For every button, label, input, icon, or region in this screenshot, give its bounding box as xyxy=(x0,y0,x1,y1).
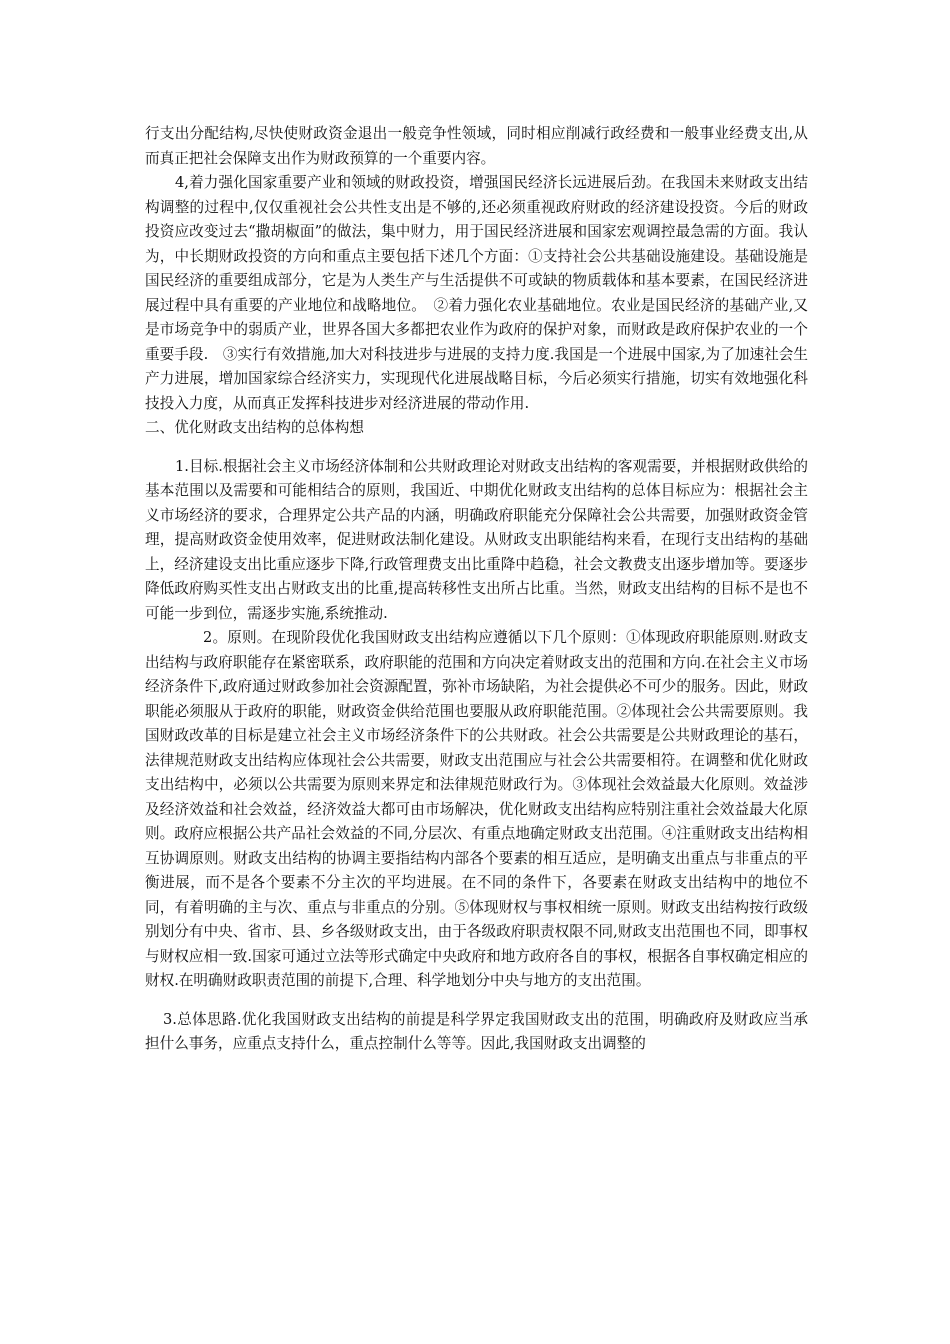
paragraph-continuation: 行支出分配结构,尽快使财政资金退出一般竞争性领域，同时相应削减行政经费和一般事业经费支出,从而真正把社会保障支出作为财政预算的一个重要内容。 xyxy=(145,125,808,167)
section-heading: 二、优化财政支出结构的总体构想 xyxy=(145,419,364,436)
paragraph-principles: 2。原则。在现阶段优化我国财政支出结构应遵循以下几个原则：①体现政府职能原则.财政支出结构与政府职能存在紧密联系，政府职能的范围和方向决定着财政支出的范围和方向.在社会主义市场经济条件下,政府通过财政参加社会资源配置，弥补市场缺陷，为社会提供必不可少的服务。因此，财政职能必须服从于政府的职能，财政资金供给范围也要服从政府职能范围。②体现社会公共需要原则。我国财政改革的目标是建立社会主义市场经济条件下的公共财政。社会公共需要是公共财政理论的基石，法律规范财政支出结构应体现社会公共需要，财政支出范围应与社会公共需要相符。在调整和优化财政支出结构中，必须以公共需要为原则来界定和法律规范财政行为。③体现社会效益最大化原则。效益涉及经济效益和社会效益，经济效益大都可由市场解决，优化财政支出结构应特别注重社会效益最大化原则。政府应根据公共产品社会效益的不同,分层次、有重点地确定财政支出范围。④注重财政支出结构相互协调原则。财政支出结构的协调主要指结构内部各个要素的相互适应，是明确支出重点与非重点的平衡进展，而不是各个要素不分主次的平均进展。在不同的条件下，各要素在财政支出结构中的地位不同，有着明确的主与次、重点与非重点的分别。⑤体现财权与事权相统一原则。财政支出结构按行政级别划分有中央、省市、县、乡各级财政支出，由于各级政府职责权限不同,财政支出范围也不同，即事权与财权应相一致.国家可通过立法等形式确定中央政府和地方政府各自的事权，根据各自事权确定相应的财权.在明确财政职责范围的前提下,合理、科学地划分中央与地方的支出范围。 xyxy=(145,629,808,989)
document-page xyxy=(145,122,808,1057)
paragraph-goal: 1.目标.根据社会主义市场经济体制和公共财政理论对财政支出结构的客观需要，并根据财政供给的基本范围以及需要和可能相结合的原则，我国近、中期优化财政支出结构的总体目标应为：根据社会主义市场经济的要求，合理界定公共产品的内涵，明确政府职能充分保障社会公共需要，加强财政资金管理，提高财政资金使用效率，促进财政法制化建设。从财政支出职能结构来看，在现行支出结构的基础上，经济建设支出比重应逐步下降,行政管理费支出比重降中趋稳，社会文教费支出逐步增加等。要逐步降低政府购买性支出占财政支出的比重,提高转移性支出所占比重。当然，财政支出结构的目标不是也不可能一步到位，需逐步实施,系统推动. xyxy=(145,457,808,622)
spacer xyxy=(145,441,808,455)
spacer xyxy=(145,994,808,1008)
paragraph-investment: 4,着力强化国家重要产业和领域的财政投资，增强国民经济长远进展后劲。在我国未来财政支出结构调整的过程中,仅仅重视社会公共性支出是不够的,还必须重视政府财政的经济建设投资。今后的财政投资应改变过去“撒胡椒面”的做法，集中财力，用于国民经济进展和国家宏观调控最急需的方面。我认为，中长期财政投资的方向和重点主要包括下述几个方面：①支持社会公共基础设施建设。基础设施是国民经济的重要组成部分，它是为人类生产与生活提供不可或缺的物质载体和基本要素，在国民经济进展过程中具有重要的产业地位和战略地位。 ②着力强化农业基础地位。农业是国民经济的基础产业,又是市场竞争中的弱质产业，世界各国大多都把农业作为政府的保护对象，而财政是政府保护农业的一个重要手段. ③实行有效措施,加大对科技进步与进展的支持力度.我国是一个进展中国家,为了加速社会生产力进展，增加国家综合经济实力，实现现代化进展战略目标，今后必须实行措施，切实有效地强化科技投入力度，从而真正发挥科技进步对经济进展的带动作用. xyxy=(145,174,808,412)
paragraph-approach: 3.总体思路.优化我国财政支出结构的前提是科学界定我国财政支出的范围，明确政府及财政应当承担什么事务，应重点支持什么，重点控制什么等等。因此,我国财政支出调整的 xyxy=(145,1010,808,1052)
